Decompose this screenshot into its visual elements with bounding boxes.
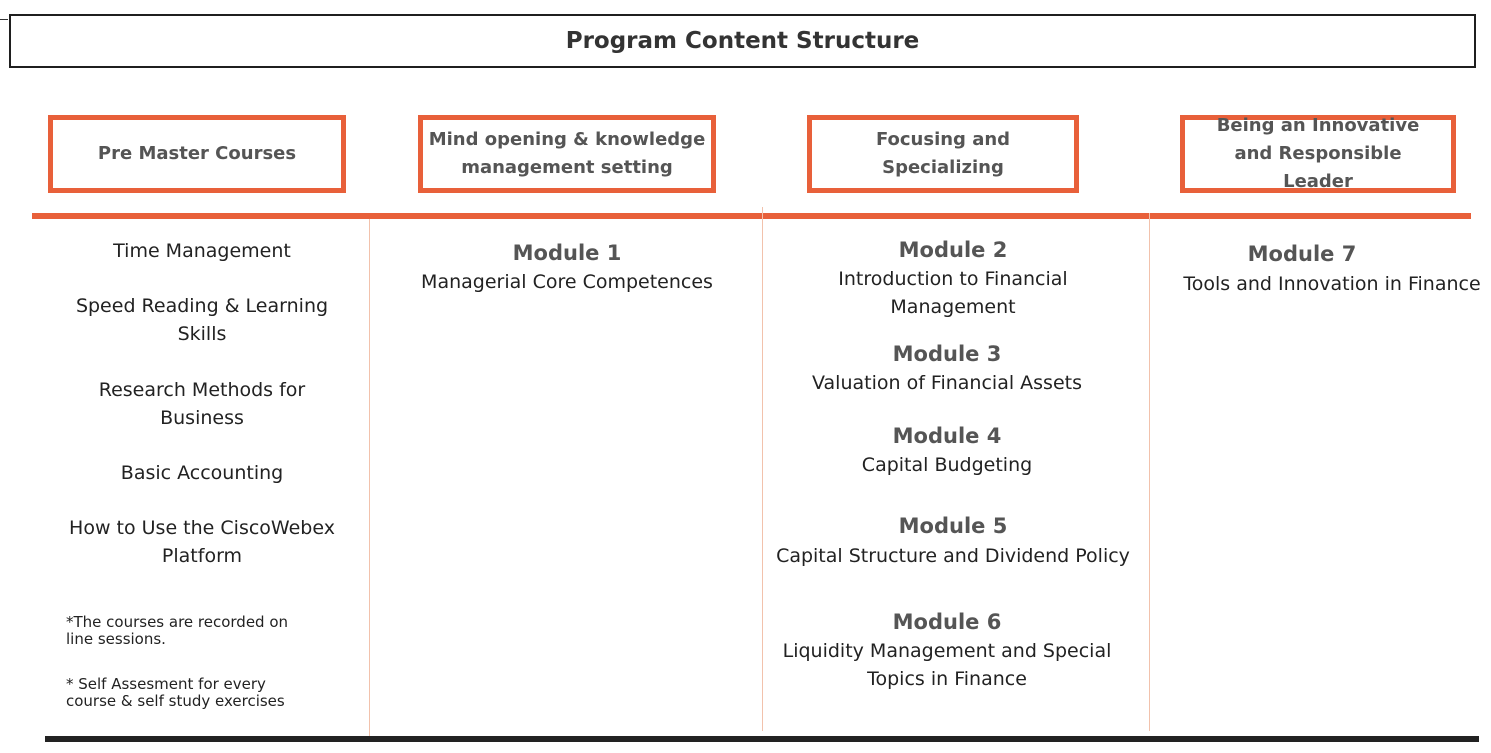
course-note: *The courses are recorded on line sessions.	[66, 613, 289, 648]
module-label: Module 6	[892, 610, 1002, 634]
course-item: Research Methods for Business	[98, 379, 306, 429]
phase-leader: Being an Innovative and Responsible Leader	[1180, 115, 1456, 193]
module-label: Module 3	[892, 342, 1002, 366]
course-item: Basic Accounting	[120, 462, 284, 484]
module-name: Capital Structure and Dividend Policy	[776, 545, 1130, 567]
page-title: Program Content Structure	[9, 14, 1476, 68]
module-name: Liquidity Management and Special Topics in Finance	[782, 640, 1112, 690]
timeline-divider	[32, 213, 1471, 219]
phase-focusing: Focusing and Specializing	[807, 115, 1079, 193]
module-name: Tools and Innovation in Finance	[1183, 273, 1481, 295]
module-name: Valuation of Financial Assets	[812, 372, 1082, 394]
module-label: Module 5	[898, 514, 1008, 538]
module-label: Module 1	[512, 241, 622, 265]
phase-pre-master: Pre Master Courses	[48, 115, 346, 193]
course-item: How to Use the CiscoWebex Platform	[69, 517, 335, 567]
course-note: * Self Assesment for every course & self study exercises	[66, 675, 285, 710]
course-item: Speed Reading & Learning Skills	[75, 295, 329, 345]
module-label: Module 4	[892, 424, 1002, 448]
module-name: Introduction to Financial Management	[838, 268, 1068, 318]
phase-mind-opening: Mind opening & knowledge management setting	[418, 115, 716, 193]
course-item: Time Management	[113, 240, 291, 262]
bottom-rule	[45, 736, 1479, 742]
column-divider-3	[1149, 213, 1150, 731]
module-name: Managerial Core Competences	[421, 271, 713, 293]
module-label: Module 7	[1247, 242, 1357, 266]
corner-tick	[0, 19, 8, 20]
column-divider-2	[762, 207, 763, 731]
module-label: Module 2	[898, 238, 1008, 262]
column-divider-1	[369, 219, 370, 739]
module-name: Capital Budgeting	[861, 454, 1033, 476]
